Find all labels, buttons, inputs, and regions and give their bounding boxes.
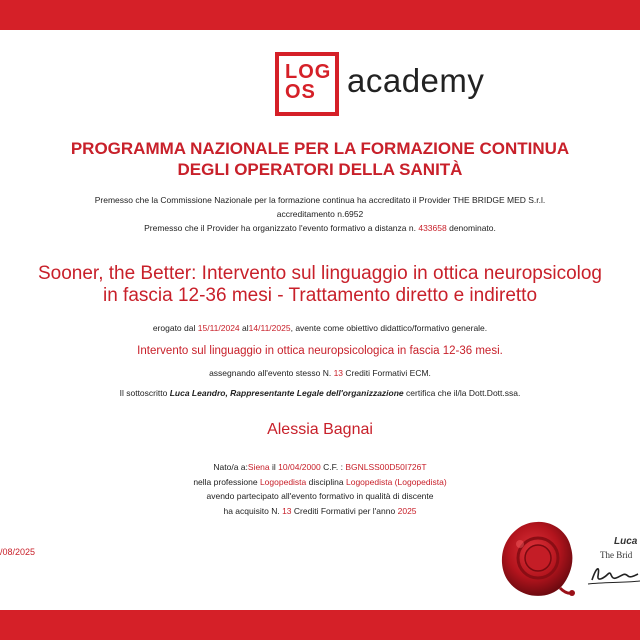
credits-suffix: Crediti Formativi ECM. <box>345 368 431 378</box>
birthdate: 10/04/2000 <box>278 462 321 472</box>
delivery-line <box>0 322 640 334</box>
birthplace: Siena <box>247 462 270 472</box>
date-to: 14/11/2025 <box>248 323 291 333</box>
participant-name: Alessia Bagnai <box>267 421 373 438</box>
delivery-prefix: erogato dal <box>152 323 196 333</box>
birth-line <box>0 461 640 473</box>
logo-text-line2: OS <box>285 81 316 103</box>
acquired-year: 2025 <box>397 506 417 516</box>
premise-line3-suffix: denominato. <box>449 223 496 233</box>
event-number: 433658 <box>418 223 447 233</box>
signature-name: Luca <box>614 536 638 547</box>
signatory-name: Luca Leandro, Rappresentante Legale dell'organizzazione <box>169 388 404 398</box>
born-il: il <box>272 462 276 472</box>
top-red-bar <box>0 0 640 30</box>
profession-line <box>0 476 640 488</box>
profession-prefix: nella professione <box>193 477 258 487</box>
acquired-middle: Crediti Formativi per l'anno <box>293 506 396 516</box>
premise-line1: Premesso che la Commissione Nazionale per la formazione continua ha accreditato il Provider THE BRIDGE MED S.r.l. <box>94 195 546 205</box>
acquired-credits: 13 <box>282 506 292 516</box>
cf-label: C.F. : <box>323 462 343 472</box>
logo-text-line1: LOG <box>285 61 332 83</box>
acquired-line <box>0 505 640 517</box>
signature-company: The Brid <box>600 550 633 560</box>
signatory-line <box>0 387 640 399</box>
credits-number: 13 <box>333 368 344 378</box>
born-label: Nato/a a: <box>213 462 248 472</box>
discipline-label: disciplina <box>308 477 344 487</box>
event-title-line2: in fascia 12-36 mesi - Trattamento diretto e indiretto <box>102 285 538 306</box>
delivery-suffix: , avente come obiettivo didattico/formativo generale. <box>290 323 488 333</box>
handwritten-signature-icon <box>584 528 640 588</box>
profession: Logopedista <box>259 477 307 487</box>
premise-line3 <box>0 222 640 234</box>
participation-line: avendo partecipato all'evento formativo in qualità di discente <box>206 491 434 501</box>
delivery-al: al <box>242 323 249 333</box>
bottom-red-bar <box>0 610 640 640</box>
signatory-prefix: Il sottoscritto <box>119 388 168 398</box>
issue-date: /08/2025 <box>0 547 36 557</box>
logo-wordmark: academy <box>347 62 485 99</box>
heading-line2: DEGLI OPERATORI DELLA SANITÀ <box>177 160 463 179</box>
credits-line <box>0 367 640 379</box>
heading-line1: PROGRAMMA NAZIONALE PER LA FORMAZIONE CONTINUA <box>70 139 570 158</box>
premise-line2: accreditamento n.6952 <box>276 209 364 219</box>
acquired-prefix: ha acquisito N. <box>223 506 280 516</box>
premise-line3-prefix: Premesso che il Provider ha organizzato l'evento formativo a distanza n. <box>144 223 416 233</box>
event-objective: Intervento sul linguaggio in ottica neuropsicologica in fascia 12-36 mesi. <box>137 345 503 357</box>
logos-logo <box>275 52 343 120</box>
signatory-suffix: certifica che il/la Dott.Dott.ssa. <box>406 388 521 398</box>
date-from: 15/11/2024 <box>197 323 240 333</box>
credits-prefix: assegnando all'evento stesso N. <box>209 368 332 378</box>
wax-seal-icon <box>498 518 576 600</box>
fiscal-code: BGNLSS00D50I726T <box>345 462 427 472</box>
discipline: Logopedista (Logopedista) <box>346 477 447 487</box>
event-title-line1: Sooner, the Better: Intervento sul linguaggio in ottica neuropsicolog <box>37 263 603 284</box>
